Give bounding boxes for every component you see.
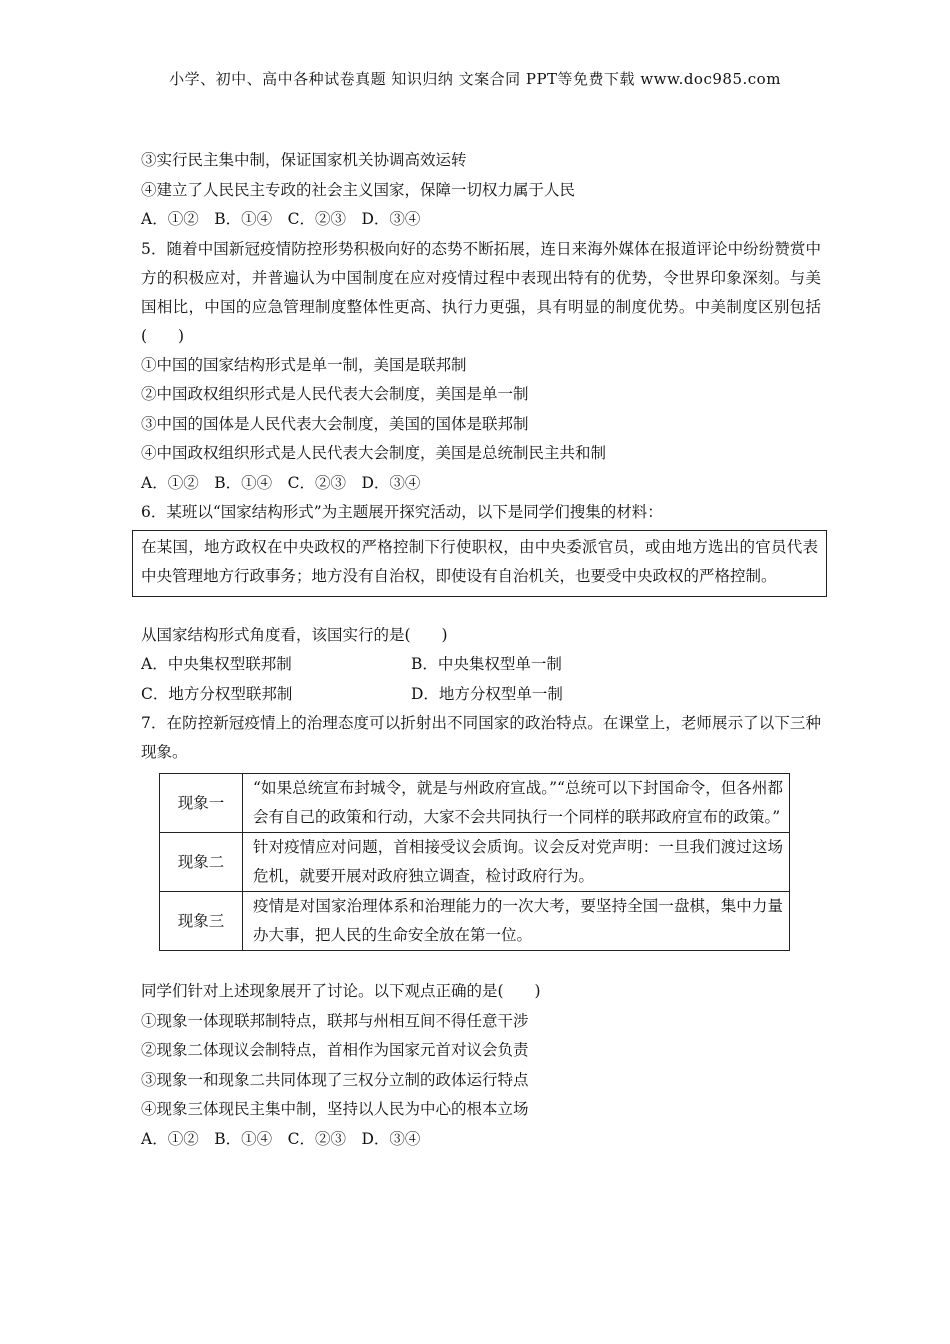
- page-header: 小学、初中、高中各种试卷真题 知识归纳 文案合同 PPT等免费下载 www.doc985.com: [169, 70, 781, 88]
- q7-options: A．①② B．①④ C．②③ D．③④: [141, 1129, 421, 1148]
- q6-option-c: C．地方分权型联邦制: [141, 684, 293, 703]
- q6-option-d: D．地方分权型单一制: [411, 684, 563, 703]
- phenomenon-text: 针对疫情应对问题，首相接受议会质询。议会反对党声明：一旦我们渡过这场危机，就要开展对政府独立调查，检讨政府行为。: [243, 833, 790, 892]
- q6-options-row-1: [141, 650, 821, 680]
- q5-item-3: ③中国的国体是人民代表大会制度，美国的国体是联邦制: [141, 414, 529, 433]
- q4-options: A．①② B．①④ C．②③ D．③④: [141, 210, 421, 228]
- phenomenon-label: 现象二: [160, 833, 243, 892]
- q5-item-4: ④中国政权组织形式是人民代表大会制度，美国是总统制民主共和制: [141, 444, 607, 462]
- q7-item-4: ④现象三体现民主集中制，坚持以人民为中心的根本立场: [141, 1100, 529, 1118]
- q6-options-row-2: [141, 680, 821, 710]
- q5-item-2: ②中国政权组织形式是人民代表大会制度，美国是单一制: [141, 385, 529, 403]
- table-row: [160, 774, 790, 833]
- q5-item-1: ①中国的国家结构形式是单一制，美国是联邦制: [141, 355, 467, 374]
- q7-stem: 7．在防控新冠疫情上的治理态度可以折射出不同国家的政治特点。在课堂上，老师展示了以下三种现象。: [141, 714, 821, 761]
- phenomenon-label: 现象一: [160, 774, 243, 833]
- q6-option-a: A．中央集权型联邦制: [141, 655, 292, 673]
- q4-item-3: ③实行民主集中制，保证国家机关协调高效运转: [141, 151, 467, 169]
- q6-option-b: B．中央集权型单一制: [411, 655, 562, 673]
- q7-item-2: ②现象二体现议会制特点，首相作为国家元首对议会负责: [141, 1041, 529, 1059]
- phenomenon-label: 现象三: [160, 892, 243, 951]
- q7-item-1: ①现象一体现联邦制特点，联邦与州相互间不得任意干涉: [141, 1011, 529, 1030]
- table-row: [160, 892, 790, 951]
- q7-phenomena-table: [159, 773, 790, 951]
- q6-stem: 6．某班以“国家结构形式”为主题展开探究活动，以下是同学们搜集的材料：: [141, 503, 663, 521]
- q5-options: A．①② B．①④ C．②③ D．③④: [141, 473, 421, 492]
- phenomenon-text: 疫情是对国家治理体系和治理能力的一次大考，要坚持全国一盘棋，集中力量办大事，把人民的生命安全放在第一位。: [243, 892, 790, 951]
- phenomenon-text: “如果总统宣布封城令，就是与州政府宣战。”“总统可以下封国命令，但各州都会有自己的政策和行动，大家不会共同执行一个同样的联邦政府宣布的政策。”: [243, 774, 790, 833]
- q7-question: 同学们针对上述现象展开了讨论。以下观点正确的是( ): [141, 982, 541, 1000]
- page-content: [141, 146, 821, 1154]
- q6-question: 从国家结构形式角度看，该国实行的是( ): [141, 625, 448, 644]
- q4-item-4: ④建立了人民民主专政的社会主义国家，保障一切权力属于人民: [141, 180, 576, 199]
- table-row: [160, 833, 790, 892]
- q6-material-box: 在某国，地方政权在中央政权的严格控制下行使职权，由中央委派官员，或由地方选出的官员代表中央管理地方行政事务；地方没有自治权，即使设有自治机关，也要受中央政权的严格控制。: [132, 530, 827, 597]
- q5-stem: 5．随着中国新冠疫情防控形势积极向好的态势不断拓展，连日来海外媒体在报道评论中纷纷赞赏中方的积极应对，并普遍认为中国制度在应对疫情过程中表现出特有的优势，令世界印象深刻。与美国相比，中国的应急管理制度整体性更高、执行力更强，具有明显的制度优势。中美制度区别包括( ): [141, 239, 821, 345]
- q7-item-3: ③现象一和现象二共同体现了三权分立制的政体运行特点: [141, 1070, 529, 1089]
